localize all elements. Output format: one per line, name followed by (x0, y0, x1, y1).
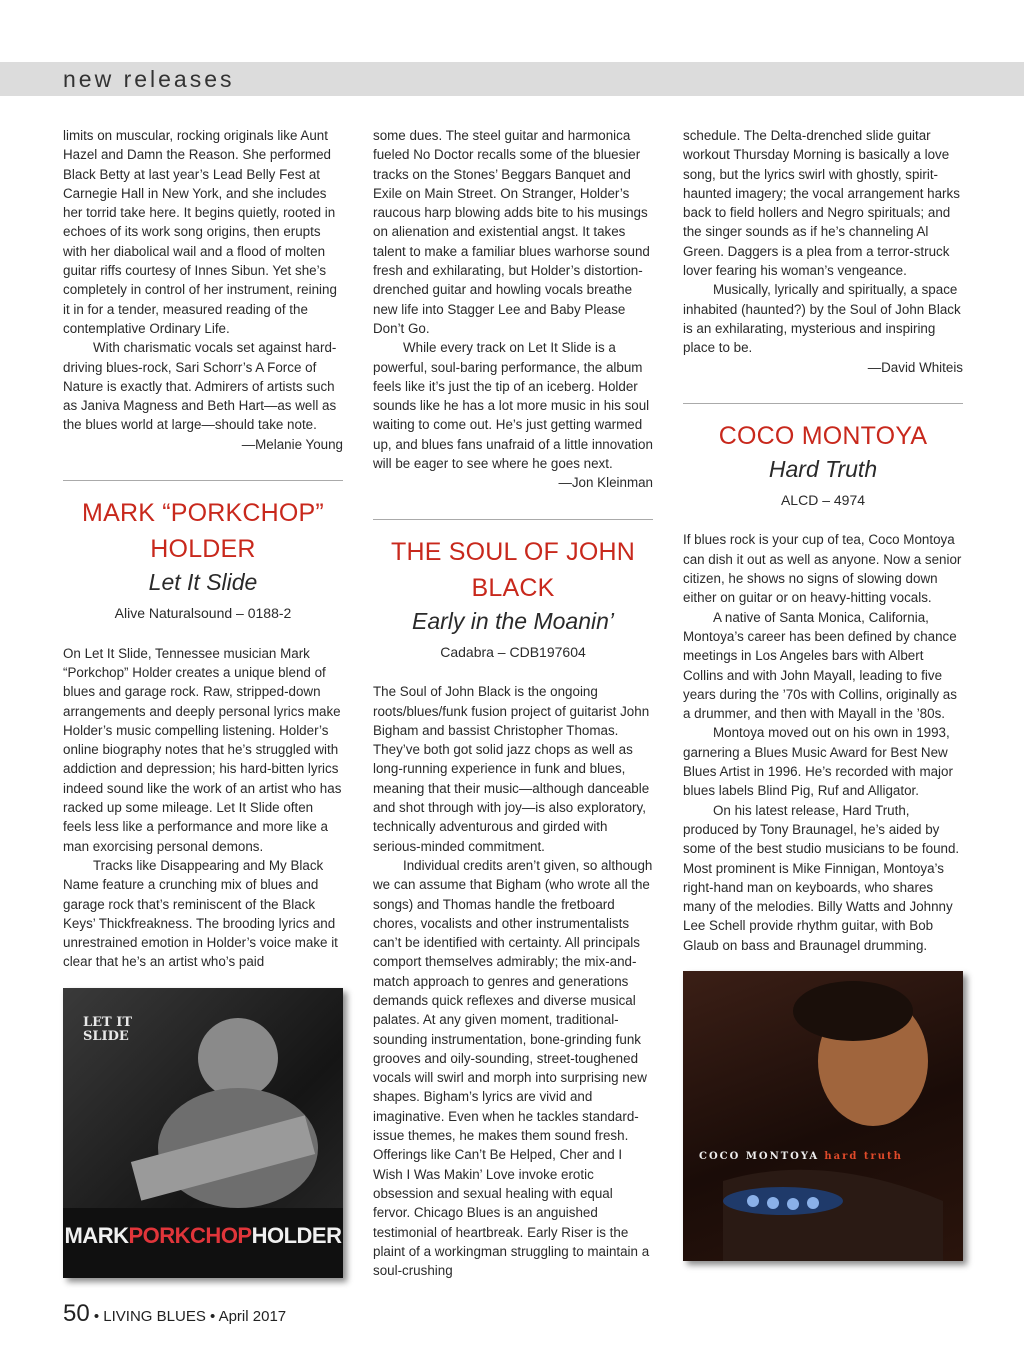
article-paragraph: Musically, lyrically and spiritually, a space inhabited (haunted?) by the Soul of John Black is an exhilarating, mysterious and inspiring place to be. (683, 282, 961, 356)
review-paragraph: Tracks like Disappearing and My Black Name feature a crunching mix of blues and garage rock that’s reminiscent of the Black Keys’ Thickfreakness. The brooding lyrics and unrestrained emotion in Holder’s voice make it clear that he’s an artist who’s paid (63, 857, 338, 970)
review-paragraph: On Let It Slide, Tennessee musician Mark “Porkchop” Holder creates a unique blend of blues and garage rock. Raw, stripped-down arrangements and deeply personal lyrics make Holder’s music compelling listening. Holder’s online biography notes that he’s struggled with addiction and depression; his hard-bitten lyrics indeed sound like the work of an artist who has racked up some mileage. Let It Slide often feels less like a performance and more like a man exorcising personal demons. (63, 645, 342, 854)
artist-heading: THE SOUL OF JOHN BLACK (391, 537, 635, 602)
album-title: Early in the Moanin’ (412, 607, 614, 634)
review-paragraph: A native of Santa Monica, California, Montoya’s career has been defined by chance meetings in Los Angeles bars with Albert Collins and with John Mayall, leading to five years during the ’70s with Collins, originally as a drummer, and then with Mayall in the ’80s. (683, 609, 957, 722)
review-paragraph: Montoya moved out on his own in 1993, garnering a Blues Music Award for Best New Blues Artist in 1996. He’s recorded with major blues labels Blind Pig, Ruf and Alligator. (683, 725, 953, 799)
divider (373, 519, 653, 520)
review-paragraph: Individual credits aren’t given, so although we can assume that Bigham (who wrote all the songs) and Thomas handle the fretboard chores, vocalists and other instrumentalists can’t be identified with certainty. All principals comport themselves admirably; the mix-and-match approach to genres and generations demands quick reflexes and diverse musical palates. At any given moment, traditional-sounding instrumentation, bone-grinding funk grooves and oily-sounding, street-toughened vocals will swirl and morph into surprising new shapes. Bigham’s lyrics are vivid and imaginative. Even when he tackles standard-issue themes, he makes them sound fresh. Offerings like Can’t Be Helped, Cher and I Wish I Was Makin’ Love invoke erotic obsession and sexual healing with equal fervor. Chicago Blues is an anguished testimonial of heartbreak. Early Riser is the plaint of a workingman struggling to maintain a soul-crushing (373, 857, 653, 1279)
review-paragraph: The Soul of John Black is the ongoing roots/blues/funk fusion project of guitarist John Bigham and bassist Christopher Thomas. They’ve both got solid jazz chops as well as long-running experience in funk and blues, meaning that their music—although danceable and shot through with joy—is also exploratory, technically adventurous and girded with serious-minded commitment. (373, 684, 650, 854)
article-paragraph: schedule. The Delta-drenched slide guitar workout Thursday Morning is basically a love song, but the lyrics swirl with ghostly, spirit-haunted imagery; the vocal arrangement harks back to field hollers and Negro spirituals; and the singer sounds as if he’s channeling Al Green. Daggers is a plea from a terror-struck lover fearing his woman’s vengeance. (683, 128, 960, 279)
article-paragraph: some dues. The steel guitar and harmonica fueled No Doctor recalls some of the bluesier tracks on the Stones’ Beggars Banquet and Exile on Main Street. On Stranger, Holder’s raucous harp blowing adds bite to his musings on alienation and existential angst. It takes talent to make a familiar blues warhorse sound fresh and exhilarating, but Holder’s distortion-drenched guitar and howling vocals breathe new life into Stagger Lee and Baby Please Don’t Go. (373, 128, 650, 336)
label-catalog: Cadabra – CDB197604 (440, 643, 586, 660)
page-number: 50 (63, 1300, 90, 1327)
page-footer (63, 1300, 286, 1328)
column-2 (373, 126, 653, 1280)
byline: —Melanie Young (241, 436, 343, 452)
publication-info: • LIVING BLUES • April 2017 (89, 1308, 287, 1325)
article-paragraph: With charismatic vocals set against hard-driving blues-rock, Sari Schorr’s A Force of Nature is exactly that. Admirers of artists such as Janiva Magness and Beth Hart—as well as the blues world at large—should take note. (63, 340, 337, 433)
artist-heading: COCO MONTOYA (718, 421, 928, 450)
section-header (0, 62, 1024, 96)
cover-title: LET IT SLIDE (83, 1014, 133, 1044)
column-3 (683, 126, 963, 1261)
column-1 (63, 126, 343, 1278)
divider (683, 403, 963, 404)
review-paragraph: On his latest release, Hard Truth, produced by Tony Braunagel, he’s aided by some of the best studio musicians to be found. Most prominent is Mike Finnigan, Montoya’s right-hand man on keyboards, who shares many of the melodies. Billy Watts and Johnny Lee Schell provide rhythm guitar, with Bob Glaub on bass and Braunagel drumming. (683, 802, 960, 953)
review-paragraph: If blues rock is your cup of tea, Coco Montoya can dish it out as well as anyone. Now a senior citizen, he shows no signs of slowing down either on guitar or on heavy-hitting vocals. (683, 532, 962, 606)
album-cover-hard-truth (683, 971, 963, 1261)
byline: —Jon Kleinman (558, 475, 653, 491)
label-catalog: ALCD – 4974 (780, 492, 866, 509)
cover-text: COCO MONTOYA hard truth (699, 1150, 903, 1162)
article-paragraph: While every track on Let It Slide is a powerful, soul-baring performance, the album feels like it’s just the tip of an iceberg. Holder sounds like he has a lot more music in his soul waiting to come out. He’s just getting warmed up, and blues fans unafraid of a little innovation will be eager to see where he goes next. (373, 340, 653, 472)
album-title: Let It Slide (148, 569, 258, 596)
divider (63, 480, 343, 481)
artist-heading: MARK “PORKCHOP” HOLDER (82, 499, 324, 564)
album-cover-let-it-slide (63, 988, 343, 1278)
label-catalog: Alive Naturalsound – 0188-2 (114, 605, 292, 622)
album-cover-art (683, 971, 963, 1261)
album-title: Hard Truth (768, 455, 878, 482)
cover-artist-name: MARKPORKCHOPHOLDER (64, 1222, 342, 1248)
article-paragraph: limits on muscular, rocking originals like Aunt Hazel and Damn the Reason. She performed Black Betty at last year’s Lead Belly Fest at Carnegie Hall in New York, and she includes her torrid take here. It begins quietly, rooted in echoes of its work song origins, then erupts with her diabolical wail and a flood of molten guitar riffs courtesy of Innes Sibun. Yet she’s completely in control of her instrument, reining it in for a tender, measured reading of the contemplative Ordinary Life. (63, 128, 337, 336)
byline: —David Whiteis (867, 359, 963, 375)
section-title: new releases (63, 66, 235, 92)
